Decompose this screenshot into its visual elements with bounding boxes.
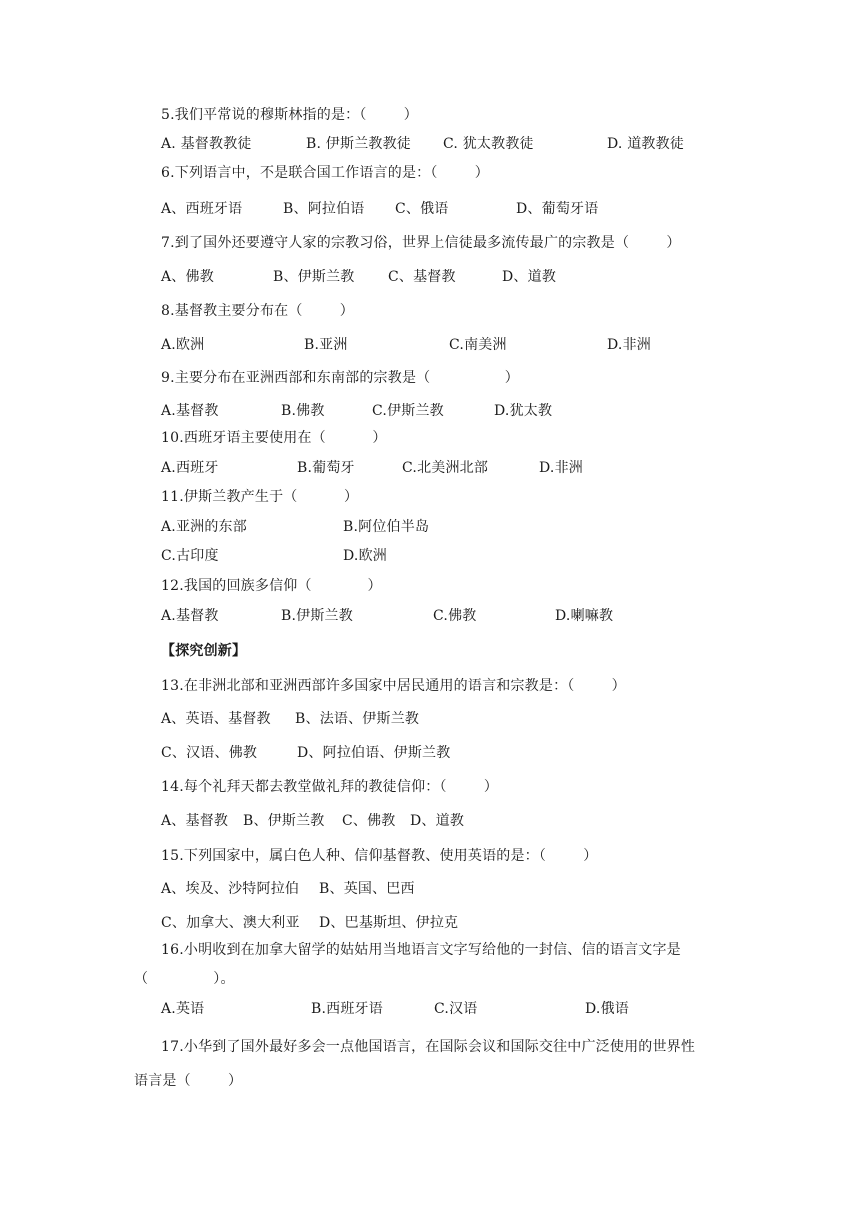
question-11-option-a: A.亚洲的东部 (161, 519, 247, 535)
question-12-option-a: A.基督教 (161, 608, 219, 624)
question-12-option-c: C.佛教 (433, 608, 477, 624)
question-13-option-b: B、法语、伊斯兰教 (295, 711, 420, 727)
question-8-option-a: A.欧洲 (161, 337, 205, 353)
question-11-option-c: C.古印度 (161, 548, 219, 564)
question-14-option-d: D、道教 (410, 813, 465, 829)
question-10-option-d: D.非洲 (539, 460, 583, 476)
question-6-stem: 6.下列语言中，不是联合国工作语言的是：（ ） (161, 165, 489, 181)
question-7-option-a: A、佛教 (161, 269, 214, 285)
question-8-option-b: B.亚洲 (304, 337, 348, 353)
question-12-option-b: B.伊斯兰教 (281, 608, 353, 624)
question-5-option-c: C. 犹太教教徒 (443, 136, 534, 152)
question-8-stem: 8.基督教主要分布在（ ） (161, 303, 354, 319)
section-heading: 【探究创新】 (161, 643, 247, 659)
question-5-stem: 5.我们平常说的穆斯林指的是：（ ） (161, 107, 418, 123)
question-7-stem: 7.到了国外还要遵守人家的宗教习俗，世界上信徒最多流传最广的宗教是（ ） (161, 235, 681, 251)
question-14-option-c: C、佛教 (342, 813, 396, 829)
question-16-option-b: B.西班牙语 (311, 1001, 383, 1017)
question-11-option-d: D.欧洲 (343, 548, 387, 564)
question-15-stem: 15.下列国家中，属白色人种、信仰基督教、使用英语的是：（ ） (161, 848, 598, 864)
question-7-option-d: D、道教 (502, 269, 557, 285)
question-10-stem: 10.西班牙语主要使用在（ ） (161, 430, 387, 446)
question-6-option-c: C、俄语 (395, 201, 449, 217)
question-6-option-d: D、葡萄牙语 (516, 201, 599, 217)
question-10-option-a: A.西班牙 (161, 460, 219, 476)
question-17-stem-line-2: 语言是（ ） (134, 1073, 243, 1089)
question-14-stem: 14.每个礼拜天都去教堂做礼拜的教徒信仰：（ ） (161, 779, 499, 795)
question-14-option-a: A、基督教 (161, 813, 229, 829)
question-12-stem: 12.我国的回族多信仰（ ） (161, 578, 382, 594)
question-13-stem: 13.在非洲北部和亚洲西部许多国家中居民通用的语言和宗教是：（ ） (161, 678, 626, 694)
question-7-option-b: B、伊斯兰教 (273, 269, 355, 285)
question-9-option-d: D.犹太教 (494, 403, 553, 419)
question-9-stem: 9.主要分布在亚洲西部和东南部的宗教是（ ） (161, 370, 519, 386)
question-9-option-b: B.佛教 (281, 403, 325, 419)
question-15-option-a: A、埃及、沙特阿拉伯 (161, 881, 300, 897)
question-9-option-c: C.伊斯兰教 (372, 403, 444, 419)
question-16-stem-line-2: （ ）。 (134, 971, 235, 987)
question-17-stem-line-1: 17.小华到了国外最好多会一点他国语言，在国际会议和国际交往中广泛使用的世界性 (161, 1039, 696, 1055)
question-8-option-d: D.非洲 (607, 337, 651, 353)
question-6-option-a: A、西班牙语 (161, 201, 243, 217)
question-13-option-d: D、阿拉伯语、伊斯兰教 (297, 745, 451, 761)
question-16-stem-line-1: 16.小明收到在加拿大留学的姑姑用当地语言文字写给他的一封信、信的语言文字是 (161, 942, 681, 958)
question-15-option-d: D、巴基斯坦、伊拉克 (319, 915, 459, 931)
question-5-option-a: A. 基督教教徒 (161, 136, 252, 152)
question-6-option-b: B、阿拉伯语 (283, 201, 365, 217)
question-5-option-d: D. 道教教徒 (607, 136, 685, 152)
question-10-option-b: B.葡萄牙 (297, 460, 355, 476)
question-9-option-a: A.基督教 (161, 403, 219, 419)
question-14-option-b: B、伊斯兰教 (243, 813, 325, 829)
question-16-option-c: C.汉语 (434, 1001, 478, 1017)
question-15-option-b: B、英国、巴西 (319, 881, 415, 897)
question-13-option-a: A、英语、基督教 (161, 711, 271, 727)
question-12-option-d: D.喇嘛教 (555, 608, 614, 624)
question-8-option-c: C.南美洲 (449, 337, 507, 353)
question-16-option-a: A.英语 (161, 1001, 205, 1017)
question-15-option-c: C、加拿大、澳大利亚 (161, 915, 300, 931)
question-7-option-c: C、基督教 (388, 269, 456, 285)
question-11-option-b: B.阿位伯半岛 (343, 519, 430, 535)
question-13-option-c: C、汉语、佛教 (161, 745, 258, 761)
question-16-option-d: D.俄语 (585, 1001, 629, 1017)
question-10-option-c: C.北美洲北部 (402, 460, 489, 476)
question-11-stem: 11.伊斯兰教产生于（ ） (161, 489, 359, 505)
question-5-option-b: B. 伊斯兰教教徒 (306, 136, 411, 152)
